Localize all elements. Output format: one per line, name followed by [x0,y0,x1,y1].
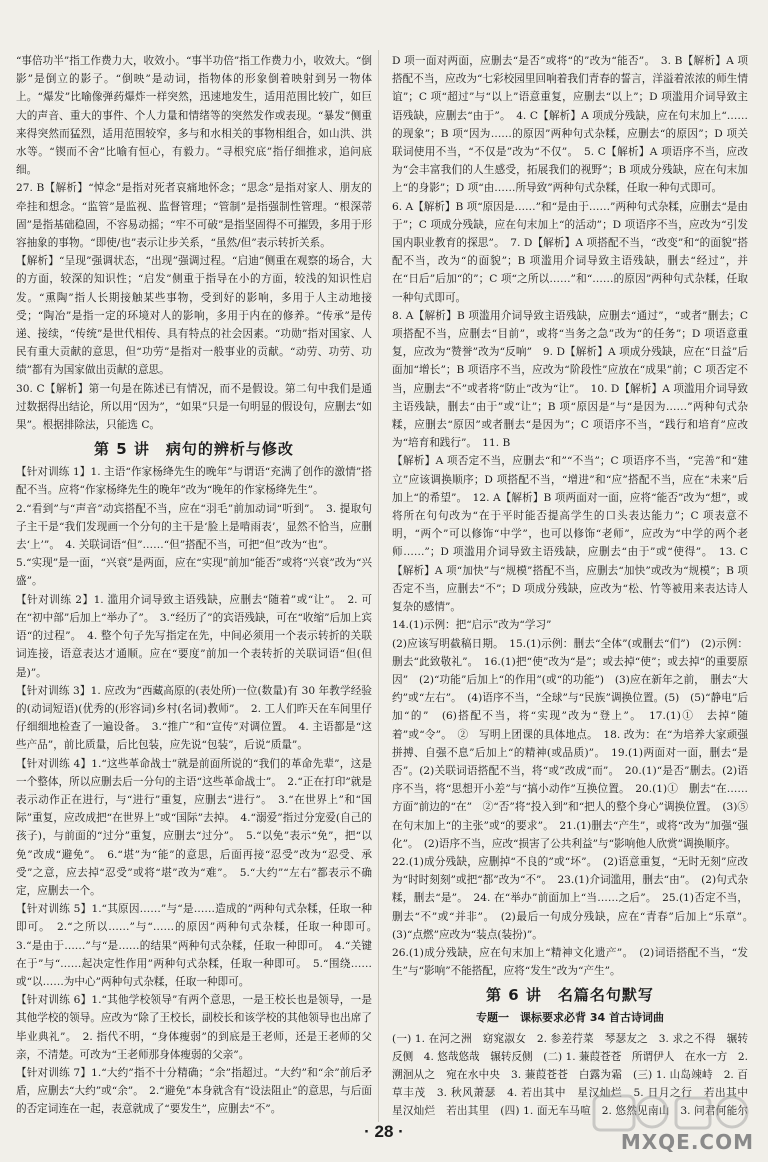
answer-paragraph: 【针对训练 6】1.“其他学校领导”有两个意思，一是王校长也是领导，一是其他学校的领导。应改为“除了王校长，副校长和该学校的其他领导也出席了毕业典礼”。 2. 指代不明，“身体瘦弱”的到底是王老师，还是王老师的父亲，不清楚。可改为“王老师那身体瘦弱的父亲”。 [16,994,372,1061]
answer-paragraph: 【针对训练 4】1.“这些革命战士”就是前面所说的“我们的革命先辈”，这是一个整体，所以应删去后一分句的主语“这些革命战士”。 2.“正在打印”就是表示动作正在进行，与“进行”重复，应删去“进行”。 3.“在世界上”和“国际”重复，应改成把“在世界上”或“国际”去掉。 4.“溺爱”指过分宠爱(自己的孩子)，与前面的“过分”重复，应删去“过分”。 5.“以免”表示“免”，把“以免”改成“避免”。 6.“堪”为“能”的意思，后面再接“忍受”改为“忍受、承受”之意，应去掉“忍受”或将“堪”改为“难”。 5.“大约”“左右”都表示不确定，应删去一个。 [16,757,372,897]
column-divider [378,50,379,1122]
answer-paragraph: “事倍功半”指工作费力大，收效小。“事半功倍”指工作费力小，收效大。“倒影”是倒立的影子。“倒映”是动词，指物体的形象倒着映射到另一物体上。“爆发”比喻像弹药爆炸一样突然，迅速地发生，适用范围比较广，如巨大的声音、重大的事件、个人力量和情绪等的突然发作或表现。“暴发”侧重来得突然而猛烈，适用范围较窄，多与和水相关的事物相组合，如山洪、洪水等。“锲而不舍”比喻有恒心，有毅力。“寻根究底”指仔细推求，追问底细。 [16,55,372,177]
page-number: · 28 · [364,1122,404,1141]
answer-paragraph: 【针对训练 5】1.“其原因……”与“是……造成的”两种句式杂糅，任取一种即可。 2.“之所以……”与“……的原因”两种句式杂糅，任取一种即可。 3.“是由于……”与“是……的结果”两种句式杂糅，任取一种即可。 4.“关键在于”与“……起决定性作用”两种句式杂糅，任取一种即可。 5.“围绕……或“以……为中心”两种句式杂糅，任取一种即可。 [16,903,372,988]
answer-paragraph: 8. A【解析】B 项滥用介词导致主语残缺，应删去“通过”，“或者”删去；C 项搭配不当，应删去“目前”，或将“当务之急”改为“的任务”；D 项语意重复，应改为“赞誉”改为“反响” 9. D【解析】A 项成分残缺，应在“日益”后面加“增长”；B 项语序不当，应改为“阶段性”应放在“成果”前；C 项否定不当，应删去“不”或者将“防止”改为“让”。 10. D【解析】A 项滥用介词导致主语残缺，删去“由于”或“让”；B 项“原因是”与“是因为……”两种句式杂糅，应删去“原因”或者删去“是因为”；C 项语序不当，“践行和培育”应改为“培育和践行”。 11. B [392,309,748,450]
section-heading: 第 5 讲 病句的辨析与修改 [94,440,294,459]
section-heading: 第 6 讲 名篇名句默写 [486,986,654,1005]
answer-paragraph: 【针对训练 2】1. 滥用介词导致主语残缺，应删去“随着”或“让”。 2. 可在“初中部”后加上“举办了”。 3.“经历了”的宾语残缺，可在“收缩”后加上宾语“的过程”。 4. 整个句子先写指定在先，中间必须用一个表示转折的关联词连接，语意表达才通顺。应在“要度”前加一个表转折的关联词语“但(但是)”。 [16,593,372,679]
answer-paragraph: 22.(1)成分残缺，应删掉“不良的”或“坏”。 (2)语意重复，“无时无刻”应改为“时时刻刻”或把“都”改为“不”。 23.(1)介词滥用，删去“由”。 (2)句式杂糅，删去“是”。 24. 在“举办”前面加上“当……之后”。 25.(1)否定不当，删去“不”或“并非”。 (2)最后一句成分残缺，应在“青春”后加上“乐章”。 (3)“点燃”应改为“装点(装扮)”。 [392,855,748,941]
left-column [16,52,372,1120]
answer-paragraph: 27. B【解析】“悼念”是指对死者哀痛地怀念；“思念”是指对家人、朋友的牵挂和想念。“监管”是监视、监督管理；“管制”是指强制性管理。“根深蒂固”是指基础稳固，不容易动摇；“牢不可破”是指坚固得不可摧毁，多用于形容抽象的事物。“即使/也”表示让步关系，“虽然/但”表示转折关系。 [16,182,372,250]
answer-paragraph: 【针对训练 3】1. 应改为“西藏高原的(表处所)一位(数量)有 30 年教学经验的(动词短语)(优秀的(形容词)乡村(名词)教师”。 2. 工人们昨天在车间里仔仔细细地检查了一遍设备。 3.“推广”和“宣传”对调位置。 4. 主语都是“这些产品”，前比质量，后比包装，应先说“包装”，后说“质量”。 [16,684,372,752]
watermark-text: MXQE.COM [620,1130,754,1154]
answer-paragraph: 5.“实现”是一面，“兴衰”是两面，应在“实现”前加“能否”或将“兴衰”改为“兴盛”。 [16,557,372,588]
answer-paragraph: 【针对训练 7】1.“大约”指不十分精确；“余”指超过。“大约”和“余”前后矛盾，应删去“大约”或“余”。 2.“避免”本身就含有“设法阻止”的意思，与后面的否定词连在一起，表意就成了“要发生”，应删去“不”。 [16,1066,372,1116]
answer-paragraph: 14.(1)示例：把“启示”改为“学习” [392,619,552,632]
right-column [392,52,748,1120]
answer-paragraph [16,1119,372,1120]
answer-paragraph: 6. A【解析】B 项“原因是……”和“是由于……”两种句式杂糅，应删去“是由于”；C 项成分残缺，应在句末加上“的活动”；D 项语序不当，应改为“引发国内职业教育的探思”。 7. D【解析】A 项搭配不当，“改变”和“的面貌”搭配不当，改为“的面貌”；B 项滥用介词导致主语残缺，删去“经过”，并在“日后”后加“的”；C 项“之所以……”和“……的原因”两种句式杂糅，任取一种句式即可。 [392,200,748,304]
answer-paragraph: 【解析】A 项否定不当，应删去“和”“不当”；C 项语序不当，“完善”和“建立”应该调换顺序；D 项搭配不当，“增进”和“应”搭配不当，应在“未来”后加上“的希望”。 12. A【解析】B 项两面对一面，应将“能否”改为“想”，或将所在句句改为“在于平时能否提高学生的口头表达能力”；C 项表意不明，“两个”可以修饰“中学”，也可以修饰“老师”，应改为“中学的两个老师……”；D 项滥用介词导致主语残缺，应删去“由于”或“使得”。 13. C【解析】A 项“加快”与“规模”搭配不当，应删去“加快”或改为“规模”；B 项否定不当，应删去“不”；D 项成分残缺，应改为“松、竹等被用来表达诗人复杂的感情”。 [392,455,748,614]
answer-paragraph: 26.(1)成分残缺，应在句末加上“精神文化遗产”。 (2)词语搭配不当，“发生”与“影响”不能搭配，应将“发生”改为“产生”。 [392,946,748,978]
answer-paragraph: 【解析】“呈现”强调状态，“出现”强调过程。“启迪”侧重在观察的场合，大的方面，较深的知识性；“启发”侧重于指导在小的方面，较浅的知识性启发。“熏陶”指人长期接触某些事物，受到好的影响，多用于人主动地接受；“陶冶”是指一定的环境对人的影响，多用于内在的修养。“传承”是传递、接续，“传统”是世代相传、具有特点的社会因素。“功勋”指对国家、人民有重大贡献的意思，但“功劳”是指对一般事业的贡献。“动劳、功劳、功绩”都有为国家做出贡献的意思。 [16,255,372,377]
answer-paragraph: 30. C【解析】第一句是在陈述已有情况，而不是假设。第二句中我们是通过数据得出结论，所以用“因为”，“如果”只是一句明显的假设句，应删去“如果”。根据排除法，只能选 C。 [16,382,372,432]
answer-paragraph: 2.“看到”与“声音”动宾搭配不当，应在“羽毛”前加动词“听到”。 3. 提取句子主干是“我们发现画一个分句的主干是‘脸上是啃雨表’，显然不恰当，应删去‘上’”。 4. 关联词语“但”……“但”搭配不当，可把“但”改为“也”。 [16,502,372,552]
answer-paragraph: D 项一面对两面，应删去“是否”或将“的”改为“能否”。 3. B【解析】A 项搭配不当，应改为“七彩校园里回响着我们青春的誓言，洋溢着浓浓的师生情谊”；C 项“超过”与“以上”语意重复，应删去“以上”；D 项滥用介词导致主语残缺，应删去“由于”。 4. C【解析】A 项成分残缺，应在句末加上“……的现象”；B 项“因为……的原因”两种句式杂糅，应删去“的原因”；D 项关联词使用不当，“不仅是”改为“不仅”。 5. C【解析】A 项语序不当，应改为“会丰富我们的人生感受，拓展我们的视野”；B 项成分残缺，应在句末加上“的身影”；D 项“由……所导致”两种句式杂糅，任取一种句式即可。 [392,55,748,195]
answer-paragraph: (2)应该写明截稿日期。 15.(1)示例：删去“全体”(或删去“们”) (2)示例：删去“此致敬礼”。 16.(1)把“使”改为“是”；或去掉“使”；或去掉“的重要原因” (2)“功能”后加上“的作用”(或“的功能”) (3)应在新年之前， 删去“大约”或“左右”。 (4)语序不当，“全球”与“民族”调换位置。(5) (5)“静电”后加“的” (6)搭配不当，将“实现”改为“登上”。 17.(1)① 去掉“随着”或“令”。 ② 写明上团课的具体地点。 18. 改为：在“为培养大家顽强拼搏、自强不息”后加上“的精神(或品质)”。 19.(1)两面对一面，删去“是否”。(2)关联词语搭配不当，将“或”改成“而”。 20.(1)“是否”删去。(2)语序不当，将“思想开小差”与“搞小动作”互换位置。 20.(1)① 删去“在……方面”前边的“在” ②“否”将“投入到”和“把人的整个身心”调换位置。 (3)⑤ 在句末加上“的主张”或“的要求”。 21.(1)删去“产生”，或将“改为”加强“强化”。 (2)语序不当，应改“损害了公共利益”与“影响他人欣赏”调换顺序。 [392,637,748,850]
answer-paragraph: 【针对训练 1】1. 主语“作家杨绛先生的晚年”与谓语“充满了创作的激情”搭配不当。应将“作家杨绛先生的晚年”改为“晚年的作家杨绛先生”。 [16,466,372,497]
subsection-heading: 专题一 课标要求必背 34 首古诗词曲 [476,1011,664,1025]
answer-paragraph: (一) 1. 在河之洲 窈窕淑女 2. 参差荇菜 琴瑟友之 3. 求之不得 辗转反侧 4. 悠哉悠哉 辗转反侧 (二) 1. 蒹葭苍苍 所谓伊人 在水一方 2. 溯洄从之 宛在水中央 3. 蒹葭苍苍 白露为霜 (三) 1. 山岛竦峙 2. 百草丰茂 3. 秋风萧瑟 4. 若出其中 星汉灿烂 5. 日月之行 若出其中 星汉灿烂 若出其里 (四) 1. 面无车马喧 2. 悠然见南山 3. 问君何能尔 [392,1032,748,1118]
